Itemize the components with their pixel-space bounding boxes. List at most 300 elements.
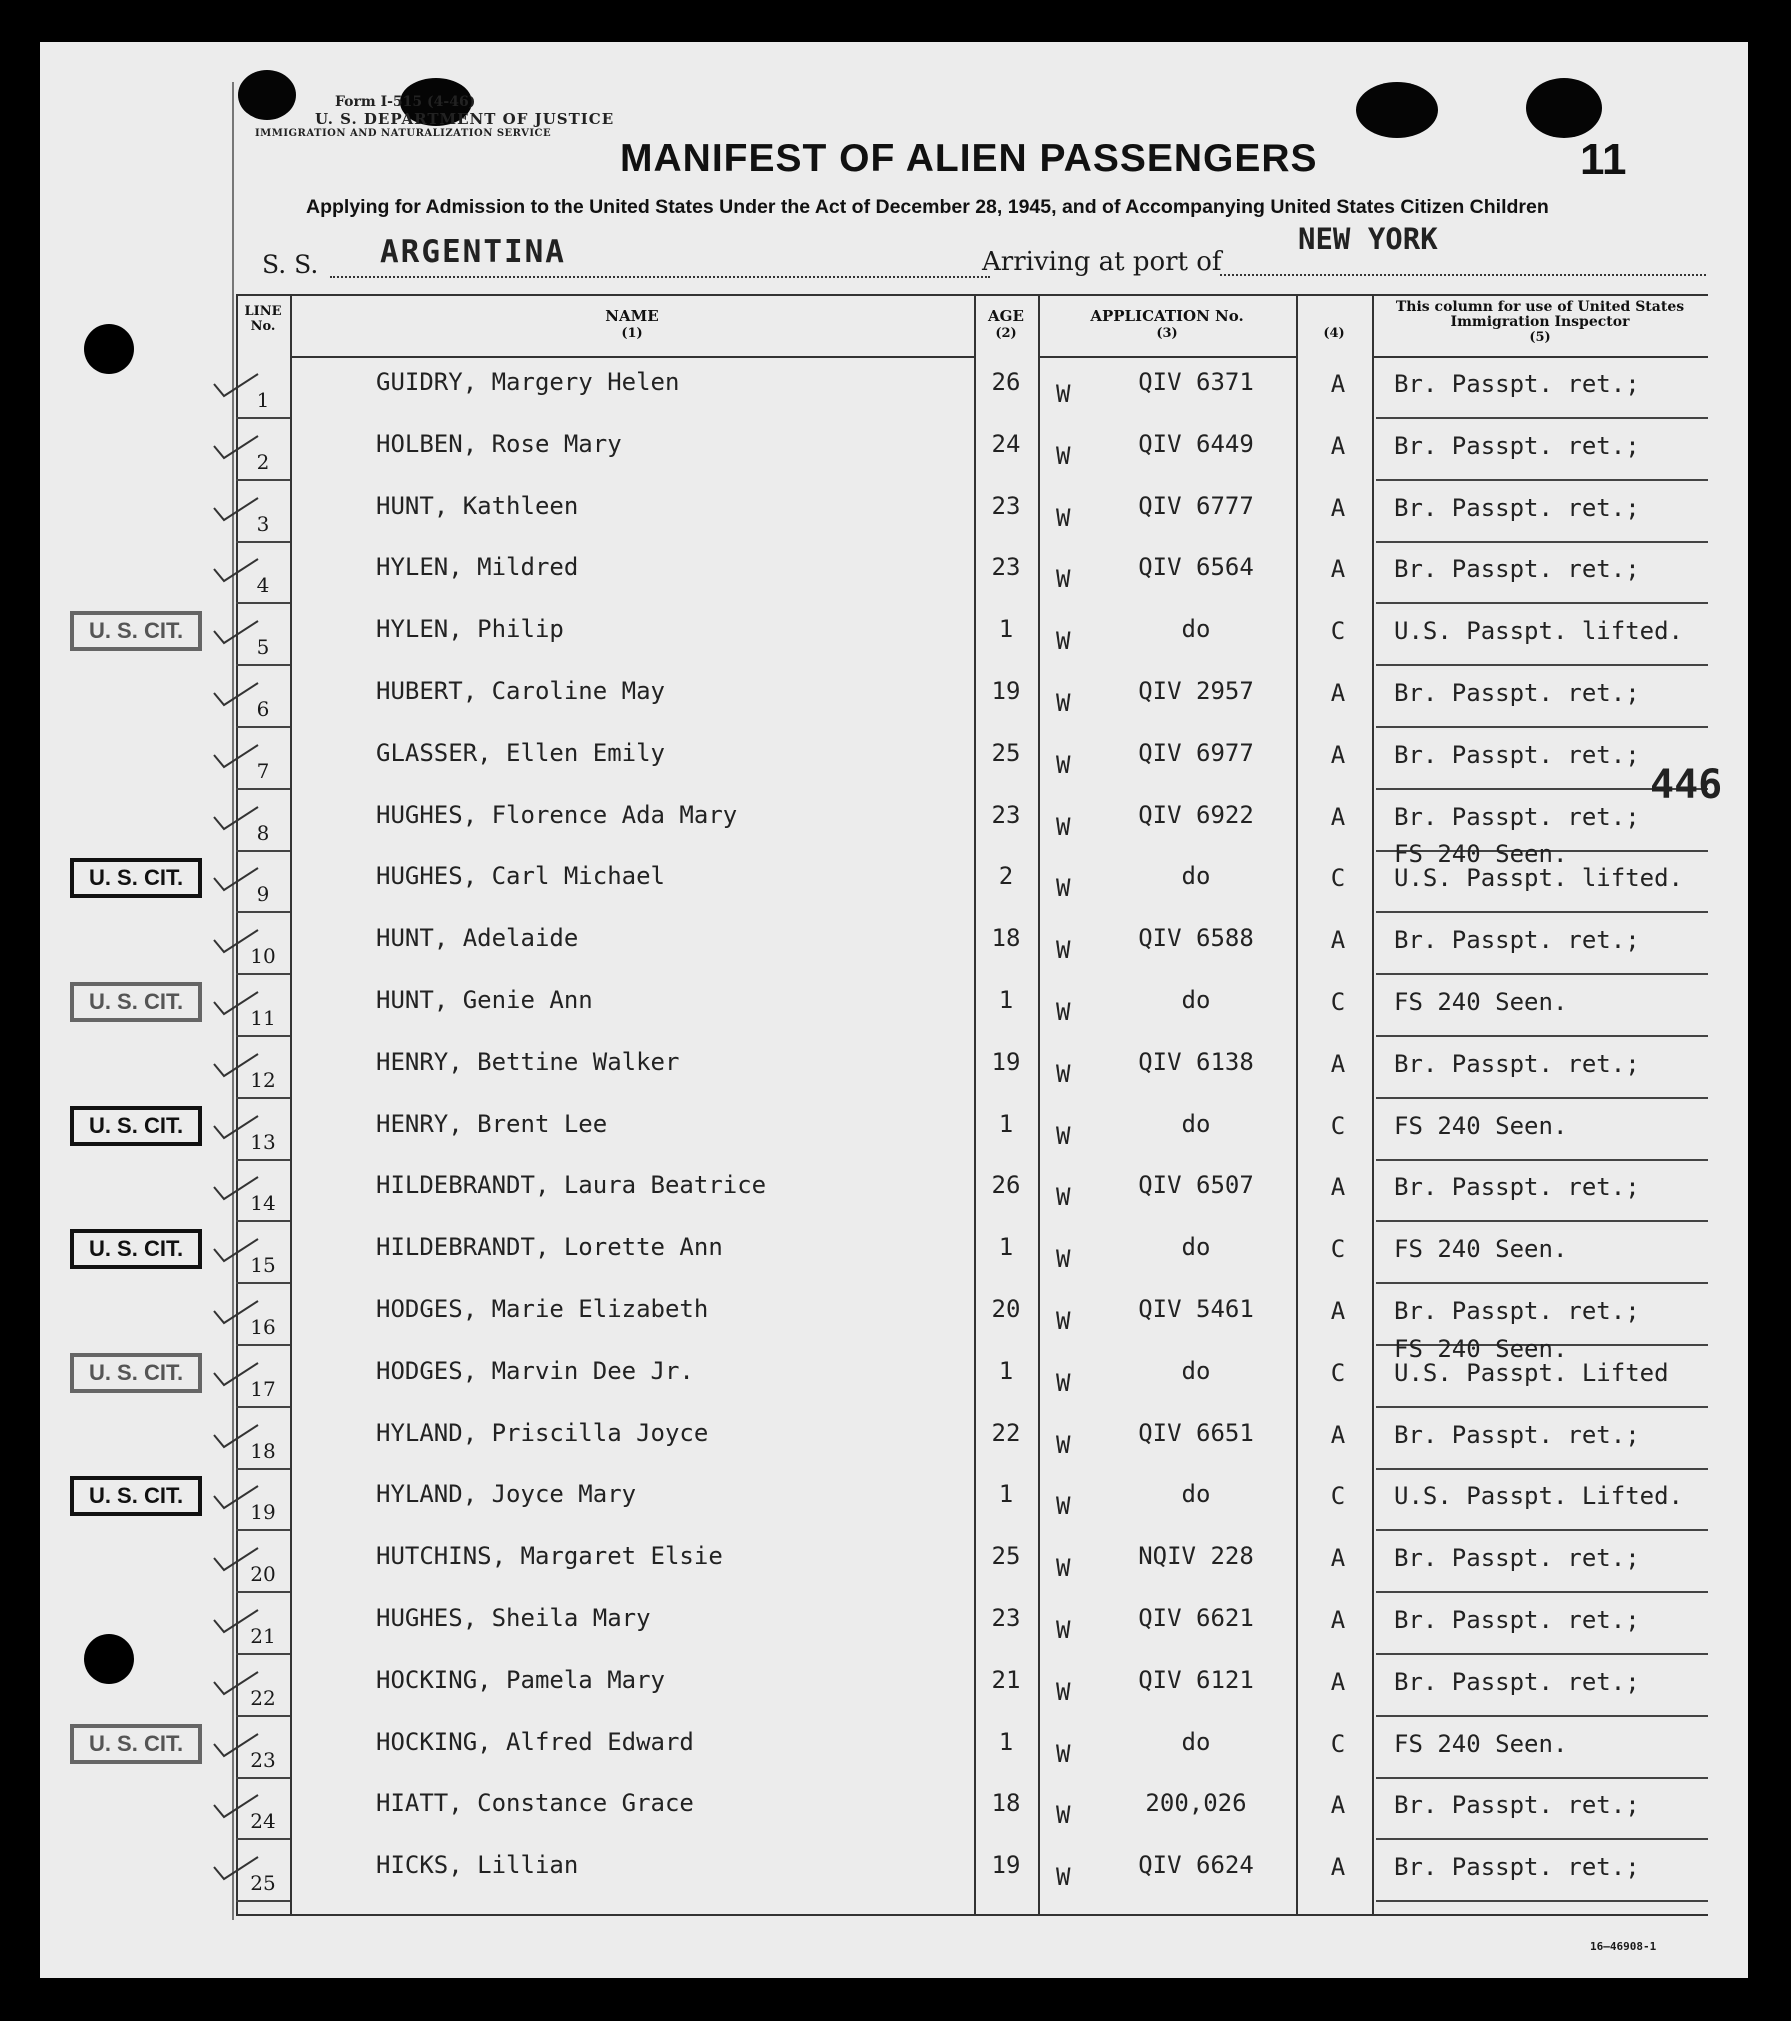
status-code: A xyxy=(1330,493,1346,522)
table-border-top xyxy=(236,294,1708,296)
application-number: QIV 6588 xyxy=(1138,924,1254,953)
race-code: W xyxy=(1056,1801,1071,1830)
passenger-age: 24 xyxy=(991,429,1021,458)
passenger-name: HUGHES, Florence Ada Mary xyxy=(376,800,738,829)
line-rule xyxy=(236,726,290,728)
inspector-remark-secondary: FS 240 Seen. xyxy=(1394,840,1568,869)
remark-rule xyxy=(1376,1529,1708,1531)
passenger-name: HODGES, Marvin Dee Jr. xyxy=(376,1356,694,1385)
inspector-remark-secondary: FS 240 Seen. xyxy=(1394,1334,1568,1363)
inspector-remark: Br. Passpt. ret.; xyxy=(1394,431,1640,460)
application-number: QIV 6371 xyxy=(1138,368,1254,396)
punch-hole xyxy=(84,1634,134,1684)
race-code: W xyxy=(1056,1430,1071,1459)
passenger-name: HENRY, Brent Lee xyxy=(376,1109,608,1138)
page-number: 11 xyxy=(1580,135,1627,184)
checkmark-icon xyxy=(210,1482,262,1512)
form-identifier xyxy=(255,94,675,139)
line-number: 25 xyxy=(250,1871,276,1896)
remark-rule xyxy=(1376,1282,1708,1284)
inspector-remark: Br. Passpt. ret.; xyxy=(1394,1049,1640,1078)
remark-rule xyxy=(1376,664,1708,666)
status-code: A xyxy=(1330,802,1346,831)
checkmark-icon xyxy=(210,988,262,1018)
col-header-age-label: AGE xyxy=(988,307,1024,325)
line-number: 6 xyxy=(256,697,270,721)
col-header-name-num: (1) xyxy=(621,326,643,341)
inspector-remark: Br. Passpt. ret.; xyxy=(1394,1420,1640,1449)
passenger-age: 25 xyxy=(991,738,1021,767)
table-row xyxy=(236,1532,1708,1593)
line-rule xyxy=(236,1220,290,1222)
us-citizen-stamp: U. S. CIT. xyxy=(70,1229,202,1269)
race-code: W xyxy=(1056,1554,1071,1583)
application-number: do xyxy=(1181,615,1211,644)
table-row xyxy=(88,1100,1708,1161)
checkmark-icon xyxy=(210,432,262,462)
inspector-remark: Br. Passpt. ret.; xyxy=(1394,370,1640,398)
status-code: C xyxy=(1330,1111,1346,1140)
form-label: Form I-515 (4-46) xyxy=(335,94,476,110)
application-number: QIV 5461 xyxy=(1138,1295,1254,1323)
line-rule xyxy=(236,1529,290,1531)
passenger-age: 1 xyxy=(998,1109,1014,1138)
checkmark-icon xyxy=(210,1235,262,1265)
status-code: A xyxy=(1330,1420,1346,1449)
line-rule xyxy=(236,1653,290,1655)
application-number: do xyxy=(1181,862,1211,891)
race-code: W xyxy=(1056,1059,1071,1088)
page-title: MANIFEST OF ALIEN PASSENGERS xyxy=(620,137,1318,180)
line-number: 12 xyxy=(250,1067,276,1092)
checkmark-icon xyxy=(210,1606,262,1636)
table-row xyxy=(236,1656,1708,1717)
line-number: 11 xyxy=(250,1006,276,1030)
line-number: 2 xyxy=(256,449,270,474)
checkmark-icon xyxy=(210,555,262,585)
remark-rule xyxy=(1376,1591,1708,1593)
status-code: A xyxy=(1330,370,1346,398)
checkmark-icon xyxy=(210,803,262,833)
remark-rule xyxy=(1376,1468,1708,1470)
checkmark-icon xyxy=(210,1112,262,1142)
application-number: QIV 2957 xyxy=(1138,677,1254,705)
us-citizen-stamp: U. S. CIT. xyxy=(70,858,202,898)
line-number: 17 xyxy=(250,1376,276,1401)
col-header-application xyxy=(1038,308,1296,342)
line-number: 9 xyxy=(256,882,270,907)
passenger-name: HUNT, Kathleen xyxy=(376,491,579,520)
line-number: 16 xyxy=(250,1315,276,1339)
passenger-name: HILDEBRANDT, Lorette Ann xyxy=(376,1233,723,1262)
table-row xyxy=(236,1038,1708,1099)
passenger-age: 23 xyxy=(991,491,1021,520)
line-rule xyxy=(236,1777,290,1779)
passenger-name: HUNT, Adelaide xyxy=(376,924,579,953)
line-rule xyxy=(236,1715,290,1717)
status-code: C xyxy=(1330,1358,1346,1387)
remark-rule xyxy=(1376,541,1708,543)
line-number: 20 xyxy=(250,1562,276,1587)
checkmark-icon xyxy=(210,1730,262,1760)
line-number: 21 xyxy=(250,1624,276,1648)
us-citizen-stamp: U. S. CIT. xyxy=(70,1724,202,1764)
col-header-inspector-label: This column for use of United States Immigration Inspector xyxy=(1395,299,1685,330)
race-code: W xyxy=(1056,812,1071,841)
remark-rule xyxy=(1376,1777,1708,1779)
line-rule xyxy=(236,973,290,975)
inspector-remark: Br. Passpt. ret.; xyxy=(1394,1853,1640,1882)
status-code: C xyxy=(1330,988,1346,1016)
passenger-name: HYLAND, Joyce Mary xyxy=(376,1480,637,1509)
application-number: 200,026 xyxy=(1145,1789,1247,1818)
col-header-application-label: APPLICATION No. xyxy=(1090,307,1244,325)
passenger-age: 23 xyxy=(991,800,1021,829)
table-row xyxy=(236,1594,1708,1655)
checkmark-icon xyxy=(210,370,262,400)
race-code: W xyxy=(1056,689,1071,717)
remark-rule xyxy=(1376,1406,1708,1408)
status-code: A xyxy=(1330,679,1346,707)
passenger-age: 22 xyxy=(991,1418,1021,1447)
checkmark-icon xyxy=(210,1297,262,1327)
inspector-remark: U.S. Passpt. Lifted. xyxy=(1394,1482,1683,1511)
passenger-age: 1 xyxy=(998,1233,1014,1262)
service-label: IMMIGRATION AND NATURALIZATION SERVICE xyxy=(255,128,552,139)
line-number: 23 xyxy=(250,1747,276,1772)
passenger-age: 26 xyxy=(991,368,1021,396)
table-row xyxy=(88,1334,1708,1408)
col-header-name-label: NAME xyxy=(605,307,659,325)
passenger-name: HUBERT, Caroline May xyxy=(376,677,665,705)
race-code: W xyxy=(1056,874,1071,903)
application-number: do xyxy=(1181,1356,1211,1385)
status-code: A xyxy=(1330,555,1346,584)
col-header-4-num: (4) xyxy=(1323,326,1345,341)
race-code: W xyxy=(1056,441,1071,470)
line-rule xyxy=(236,664,290,666)
us-citizen-stamp: U. S. CIT. xyxy=(70,1353,202,1393)
checkmark-icon xyxy=(210,617,262,647)
status-code: A xyxy=(1330,1049,1346,1078)
status-code: A xyxy=(1330,926,1346,955)
passenger-name: HICKS, Lillian xyxy=(376,1851,579,1880)
passenger-age: 20 xyxy=(991,1295,1021,1323)
passenger-name: HIATT, Constance Grace xyxy=(376,1789,694,1818)
line-number: 10 xyxy=(250,944,276,969)
status-code: A xyxy=(1330,740,1346,769)
col-header-age-num: (2) xyxy=(995,326,1017,341)
status-code: A xyxy=(1330,1791,1346,1820)
checkmark-icon xyxy=(210,864,262,894)
line-number: 19 xyxy=(250,1500,276,1525)
status-code: C xyxy=(1330,1235,1346,1264)
passenger-age: 25 xyxy=(991,1542,1021,1571)
checkmark-icon xyxy=(210,926,262,956)
line-number: 24 xyxy=(250,1809,276,1834)
race-code: W xyxy=(1056,503,1071,532)
checkmark-icon xyxy=(210,1173,262,1203)
page-subtitle: Applying for Admission to the United States Under the Act of December 28, 1945, and of Accompanying United States Citizen Children xyxy=(306,196,1549,218)
race-code: W xyxy=(1056,1307,1071,1335)
table-row xyxy=(88,1718,1708,1779)
line-rule xyxy=(236,1900,290,1902)
passenger-name: HYLEN, Mildred xyxy=(376,553,579,582)
application-number: QIV 6564 xyxy=(1138,553,1254,582)
application-number: QIV 6121 xyxy=(1138,1665,1254,1694)
passenger-name: HYLEN, Philip xyxy=(376,615,564,644)
inspector-remark: FS 240 Seen. xyxy=(1394,1111,1568,1140)
redaction-blot xyxy=(1356,82,1438,138)
race-code: W xyxy=(1056,1492,1071,1521)
inspector-remark: Br. Passpt. ret.; xyxy=(1394,555,1640,584)
line-number: 5 xyxy=(256,635,270,660)
status-code: C xyxy=(1330,1482,1346,1511)
table-row xyxy=(88,1470,1708,1531)
line-number: 8 xyxy=(256,820,270,845)
application-number: QIV 6449 xyxy=(1138,429,1254,458)
passenger-name: HENRY, Bettine Walker xyxy=(376,1047,680,1076)
line-rule xyxy=(236,1159,290,1161)
table-row xyxy=(236,1841,1708,1902)
remark-rule xyxy=(1376,1159,1708,1161)
status-code: C xyxy=(1330,617,1346,646)
inspector-remark: Br. Passpt. ret.; xyxy=(1394,1297,1640,1325)
inspector-remark: FS 240 Seen. xyxy=(1394,1729,1568,1758)
race-code: W xyxy=(1056,565,1071,594)
inspector-remark: U.S. Passpt. lifted. xyxy=(1394,864,1683,893)
remark-rule xyxy=(1376,1220,1708,1222)
checkmark-icon xyxy=(210,1359,262,1389)
line-rule xyxy=(236,479,290,481)
application-number: QIV 6621 xyxy=(1138,1604,1254,1632)
passenger-name: GLASSER, Ellen Emily xyxy=(376,738,665,767)
status-code: A xyxy=(1330,1544,1346,1573)
table-row xyxy=(88,605,1708,666)
col-header-inspector xyxy=(1372,300,1708,345)
table-row xyxy=(236,667,1708,728)
race-code: W xyxy=(1056,1245,1071,1274)
race-code: W xyxy=(1056,1368,1071,1397)
passenger-age: 19 xyxy=(991,1047,1021,1076)
status-code: A xyxy=(1330,431,1346,460)
passenger-table xyxy=(88,294,1708,1920)
race-code: W xyxy=(1056,627,1071,656)
remark-rule xyxy=(1376,1715,1708,1717)
line-number: 15 xyxy=(250,1253,276,1278)
checkmark-icon xyxy=(210,1050,262,1080)
line-rule xyxy=(236,911,290,913)
manifest-page xyxy=(40,42,1748,1978)
passenger-age: 18 xyxy=(991,924,1021,953)
race-code: W xyxy=(1056,1183,1071,1212)
line-rule xyxy=(236,1591,290,1593)
passenger-age: 19 xyxy=(991,677,1021,705)
table-border-bottom xyxy=(236,1914,1708,1916)
table-row xyxy=(88,1223,1708,1284)
line-rule xyxy=(236,541,290,543)
application-number: QIV 6777 xyxy=(1138,491,1254,520)
inspector-remark: Br. Passpt. ret.; xyxy=(1394,1791,1640,1820)
application-number: do xyxy=(1181,986,1211,1014)
remark-rule xyxy=(1376,911,1708,913)
table-row xyxy=(236,914,1708,975)
checkmark-icon xyxy=(210,1791,262,1821)
application-number: QIV 6138 xyxy=(1138,1047,1254,1076)
checkmark-icon xyxy=(210,741,262,771)
status-code: A xyxy=(1330,1853,1346,1882)
col-header-line: LINE No. xyxy=(244,304,282,334)
status-code: A xyxy=(1330,1297,1346,1325)
line-rule xyxy=(236,1035,290,1037)
application-number: do xyxy=(1181,1233,1211,1262)
passenger-age: 2 xyxy=(998,862,1014,891)
passenger-name: HODGES, Marie Elizabeth xyxy=(376,1295,709,1323)
remark-rule xyxy=(1376,417,1708,419)
inspector-remark: Br. Passpt. ret.; xyxy=(1394,926,1640,955)
application-number: do xyxy=(1181,1109,1211,1138)
passenger-age: 23 xyxy=(991,1604,1021,1632)
handwritten-annotation: 446 xyxy=(1650,762,1723,808)
table-row xyxy=(236,1409,1708,1470)
application-number: NQIV 228 xyxy=(1138,1542,1254,1571)
application-number: do xyxy=(1181,1480,1211,1509)
inspector-remark: Br. Passpt. ret.; xyxy=(1394,1606,1640,1634)
table-row xyxy=(236,420,1708,481)
line-rule xyxy=(236,1282,290,1284)
race-code: W xyxy=(1056,998,1071,1026)
inspector-remark: FS 240 Seen. xyxy=(1394,988,1568,1016)
passenger-age: 1 xyxy=(998,1480,1014,1509)
passenger-age: 19 xyxy=(991,1851,1021,1880)
inspector-remark: Br. Passpt. ret.; xyxy=(1394,1667,1640,1696)
remark-rule xyxy=(1376,1097,1708,1099)
footer-form-code: 16—46908-1 xyxy=(1590,1940,1657,1953)
status-code: A xyxy=(1330,1173,1346,1202)
application-number: QIV 6651 xyxy=(1138,1418,1254,1447)
line-number: 4 xyxy=(256,573,270,598)
checkmark-icon xyxy=(210,679,262,709)
application-number: QIV 6624 xyxy=(1138,1851,1254,1880)
ship-dotted-line xyxy=(330,276,990,278)
checkmark-icon xyxy=(210,1668,262,1698)
status-code: A xyxy=(1330,1667,1346,1696)
remark-rule xyxy=(1376,1035,1708,1037)
col-header-application-num: (3) xyxy=(1156,326,1178,341)
checkmark-icon xyxy=(210,1421,262,1451)
line-number: 1 xyxy=(256,388,270,412)
redaction-blot xyxy=(1526,78,1602,138)
passenger-name: HUTCHINS, Margaret Elsie xyxy=(376,1542,723,1571)
passenger-name: HYLAND, Priscilla Joyce xyxy=(376,1418,709,1447)
table-row xyxy=(236,358,1708,419)
ss-label: S. S. xyxy=(262,250,319,279)
line-rule xyxy=(236,602,290,604)
line-number: 13 xyxy=(250,1129,276,1154)
table-row xyxy=(236,1161,1708,1222)
table-row xyxy=(236,1779,1708,1840)
status-code: C xyxy=(1330,864,1346,893)
passenger-age: 23 xyxy=(991,553,1021,582)
arriving-label: Arriving at port of xyxy=(982,247,1222,277)
us-citizen-stamp: U. S. CIT. xyxy=(70,611,202,651)
passenger-name: GUIDRY, Margery Helen xyxy=(376,368,680,396)
port-name: NEW YORK xyxy=(1298,222,1438,256)
department-label: U. S. DEPARTMENT OF JUSTICE xyxy=(315,110,615,128)
inspector-remark: Br. Passpt. ret.; xyxy=(1394,1544,1640,1573)
race-code: W xyxy=(1056,1863,1071,1892)
passenger-age: 21 xyxy=(991,1665,1021,1694)
passenger-name: HOCKING, Pamela Mary xyxy=(376,1665,665,1694)
application-number: QIV 6507 xyxy=(1138,1171,1254,1200)
line-rule xyxy=(236,1097,290,1099)
line-number: 14 xyxy=(250,1191,276,1216)
passenger-age: 1 xyxy=(998,986,1014,1014)
race-code: W xyxy=(1056,1739,1071,1768)
passenger-name: HOLBEN, Rose Mary xyxy=(376,429,622,458)
passenger-name: HOCKING, Alfred Edward xyxy=(376,1727,694,1756)
port-dotted-line xyxy=(1220,274,1706,276)
inspector-remark: FS 240 Seen. xyxy=(1394,1235,1568,1264)
passenger-name: HUNT, Genie Ann xyxy=(376,986,593,1014)
col-header-4 xyxy=(1296,325,1372,342)
us-citizen-stamp: U. S. CIT. xyxy=(70,1476,202,1516)
table-row xyxy=(88,976,1708,1037)
passenger-age: 1 xyxy=(998,1356,1014,1385)
race-code: W xyxy=(1056,1616,1071,1644)
race-code: W xyxy=(1056,750,1071,779)
inspector-remark: Br. Passpt. ret.; xyxy=(1394,679,1640,707)
checkmark-icon xyxy=(210,1544,262,1574)
race-code: W xyxy=(1056,1677,1071,1706)
line-rule xyxy=(236,1406,290,1408)
punch-hole xyxy=(84,324,134,374)
race-code: W xyxy=(1056,380,1071,408)
inspector-remark: Br. Passpt. ret.; xyxy=(1394,802,1640,831)
ship-name: ARGENTINA xyxy=(380,234,566,270)
line-number: 3 xyxy=(256,511,270,536)
inspector-remark: Br. Passpt. ret.; xyxy=(1394,493,1640,522)
passenger-name: HUGHES, Carl Michael xyxy=(376,862,665,891)
checkmark-icon xyxy=(210,494,262,524)
passenger-age: 26 xyxy=(991,1171,1021,1200)
status-code: C xyxy=(1330,1729,1346,1758)
remark-rule xyxy=(1376,1900,1708,1902)
remark-rule xyxy=(1376,1838,1708,1840)
inspector-remark: Br. Passpt. ret.; xyxy=(1394,740,1640,769)
us-citizen-stamp: U. S. CIT. xyxy=(70,1106,202,1146)
col-header-age xyxy=(974,308,1038,342)
race-code: W xyxy=(1056,1121,1071,1150)
passenger-name: HUGHES, Sheila Mary xyxy=(376,1604,651,1632)
line-rule xyxy=(236,1838,290,1840)
application-number: QIV 6922 xyxy=(1138,800,1254,829)
line-number: 7 xyxy=(256,758,270,783)
line-rule xyxy=(236,1468,290,1470)
table-row xyxy=(236,729,1708,790)
application-number: do xyxy=(1181,1727,1211,1756)
line-number: 22 xyxy=(250,1685,276,1710)
remark-rule xyxy=(1376,1653,1708,1655)
passenger-age: 18 xyxy=(991,1789,1021,1818)
remark-rule xyxy=(1376,726,1708,728)
col-header-name xyxy=(290,308,974,342)
table-row xyxy=(88,840,1708,913)
status-code: A xyxy=(1330,1606,1346,1634)
remark-rule xyxy=(1376,602,1708,604)
application-number: QIV 6977 xyxy=(1138,738,1254,767)
line-rule xyxy=(236,1344,290,1346)
